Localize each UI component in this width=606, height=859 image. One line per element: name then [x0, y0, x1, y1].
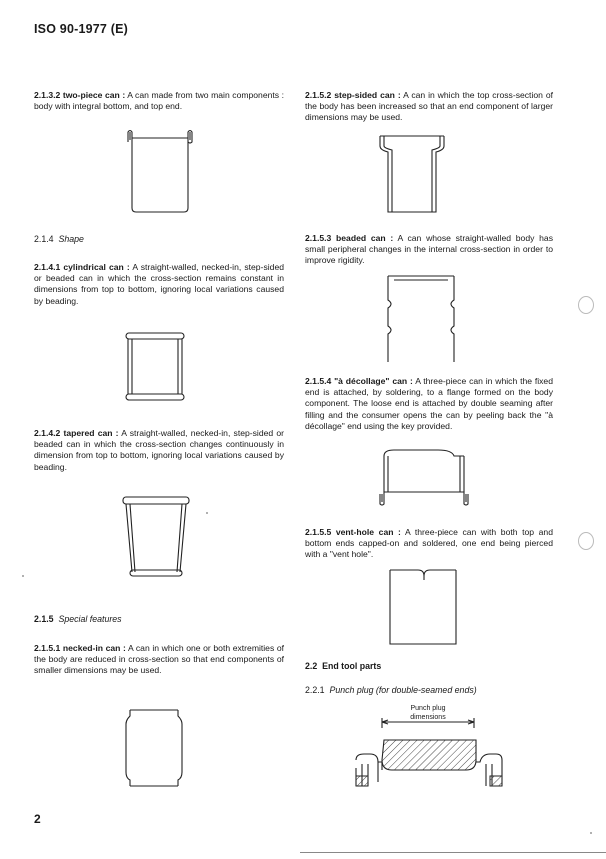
a-decollage-can-figure: [374, 442, 474, 508]
section-number: 2.2: [305, 661, 318, 671]
definition: A three-piece can in which the fixed end is attached, by soldering, to a flange formed on the body component. The loose end is attached by double seaming after filling and the consumer opens the can by peeling back the "à décollage" end using the key provided.: [305, 376, 553, 431]
punch-plug-body: [382, 740, 476, 770]
term: necked-in can :: [62, 643, 126, 653]
punch-hole-mark: [578, 296, 594, 314]
section-2-1-5-5: [305, 527, 553, 561]
step-sided-can-figure: [376, 132, 452, 218]
section-number: 2.1.3.2: [34, 90, 61, 100]
section-number: 2.1.5.3: [305, 233, 332, 243]
section-2-1-5-1: [34, 643, 284, 677]
scan-speck: [22, 575, 24, 577]
term: "à décollage" can :: [334, 376, 413, 386]
section-number: 2.2.1: [305, 685, 325, 695]
term: two-piece can :: [62, 90, 126, 100]
section-2-2-1: [305, 685, 477, 695]
section-2-1-4-2: [34, 428, 284, 473]
section-title: Special features: [58, 614, 122, 624]
punch-hole-mark: [578, 532, 594, 550]
section-2-1-5-2: [305, 90, 553, 124]
tapered-can-figure: [120, 494, 196, 580]
section-2-1-5-3: [305, 233, 553, 267]
section-2-1-5: [34, 614, 122, 624]
section-number: 2.1.4: [34, 234, 54, 244]
punch-plug-figure: [352, 720, 512, 794]
definition: A straight-walled, necked-in, step-sided or beaded can in which the cross-section changes continuously in dimension from top to bottom, ignoring local variations caused by beading.: [34, 428, 285, 472]
definition: A can whose straight-walled body has small peripheral changes in the internal cross-section in order to improve rigidity.: [305, 233, 553, 266]
section-number: 2.1.5.2: [305, 90, 332, 100]
document-id: ISO 90-1977 (E): [34, 22, 129, 36]
section-title: Shape: [58, 234, 84, 244]
scan-speck: [590, 832, 592, 834]
scan-edge-line: [300, 852, 606, 853]
definition: A can in which the top cross-section of the body has been increased so that an end component of larger dimensions may be used.: [305, 90, 553, 123]
section-number: 2.1.5.4: [305, 376, 332, 386]
section-number: 2.1.5.1: [34, 643, 61, 653]
definition: A can in which one or both extremities of the body are reduced in cross-section so that end components of smaller dimensions may be used.: [34, 643, 285, 676]
page-number: 2: [34, 812, 41, 826]
section-2-1-4-1: [34, 262, 284, 307]
two-piece-can-figure: [122, 128, 202, 214]
section-2-1-5-4: [305, 376, 553, 432]
definition: A can made from two main components : body with integral bottom, and top end.: [34, 90, 285, 112]
term: cylindrical can :: [63, 262, 130, 272]
scan-speck: [206, 512, 208, 514]
punch-plug-label-line2: dimensions: [410, 714, 446, 721]
section-2-2: [305, 661, 381, 671]
cylindrical-can-figure: [120, 330, 192, 406]
punch-plug-label-line1: Punch plug: [410, 705, 446, 712]
section-number: 2.1.4.1: [34, 262, 61, 272]
vent-hole-can-figure: [384, 566, 464, 650]
term: tapered can :: [63, 428, 119, 438]
term: vent-hole can :: [335, 527, 401, 537]
term: step-sided can :: [334, 90, 401, 100]
section-number: 2.1.5.5: [305, 527, 332, 537]
term: beaded can :: [336, 233, 394, 243]
section-number: 2.1.5: [34, 614, 54, 624]
definition: A three-piece can with both top and bottom ends capped-on and soldered, one end being pierced with a "vent hole".: [305, 527, 553, 560]
necked-in-can-figure: [120, 706, 192, 792]
section-title: End tool parts: [322, 661, 382, 671]
section-title: Punch plug (for double-seamed ends): [329, 685, 477, 695]
section-2-1-3-2: [34, 90, 284, 112]
section-2-1-4: [34, 234, 84, 244]
section-number: 2.1.4.2: [34, 428, 61, 438]
beaded-can-figure: [384, 270, 460, 366]
definition: A straight-walled, necked-in, step-sided or beaded can in which the cross-section remains constant in dimensions from top to bottom, ignoring local variations caused by beading.: [34, 262, 284, 306]
